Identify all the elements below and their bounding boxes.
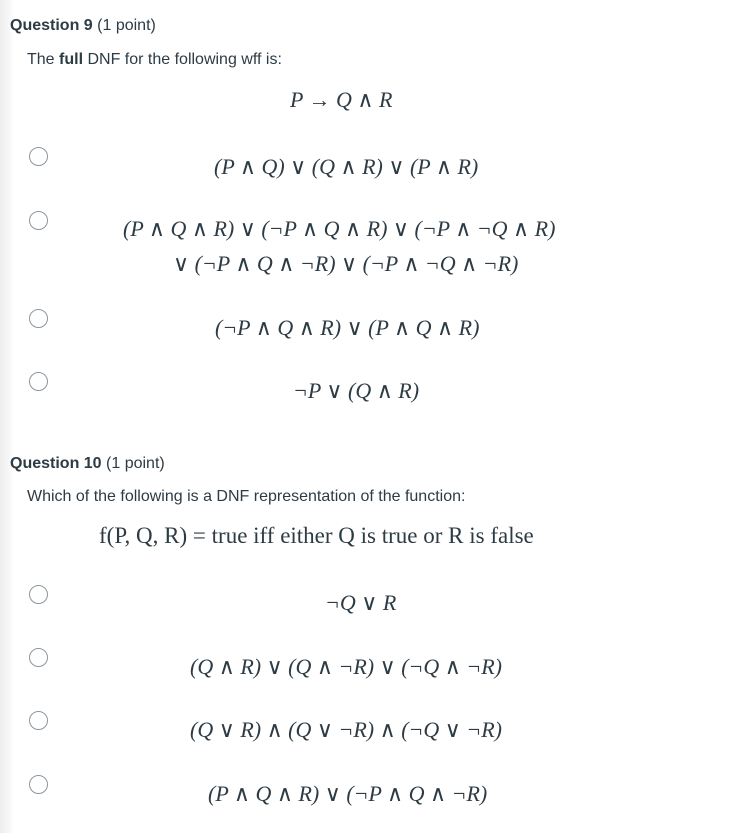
question-9-prompt-pre: The [27,51,60,68]
q9-option-a-line1: (P ∧ Q) ∨ (Q ∧ R) ∨ (P ∧ R) [214,154,479,179]
question-9-formula [290,87,392,113]
q9-option-d-line1: ¬P ∨ (Q ∧ R) [293,378,420,403]
question-10-header [10,455,165,473]
q10-option-d-radio[interactable] [29,775,48,794]
left-edge-shade [0,0,14,833]
question-9-points: (1 point) [97,17,156,34]
question-9-title: Question 9 [10,17,93,34]
q10-option-d-line1: (P ∧ Q ∧ R) ∨ (¬P ∧ Q ∧ ¬R) [208,781,488,806]
question-9-prompt-bold: full [59,51,84,68]
question-9-prompt [27,51,282,69]
question-10-prompt: Which of the following is a DNF representation of the function: [27,488,466,505]
question-9-prompt-post: DNF for the following wff is: [83,51,282,68]
q10-option-a-text [325,590,396,616]
q10-option-b-line1: (Q ∧ R) ∨ (Q ∧ ¬R) ∨ (¬Q ∧ ¬R) [190,654,502,679]
q9-option-b-line2: ∨ (¬P ∧ Q ∧ ¬R) ∨ (¬P ∧ ¬Q ∧ ¬R) [173,251,519,276]
q9-option-a-text [214,154,478,180]
question-10-formula [99,523,534,549]
q10-option-b-text [190,654,502,680]
question-9-header [10,17,156,35]
q9-option-b-text-line2 [173,251,518,277]
q9-option-b-line1: (P ∧ Q ∧ R) ∨ (¬P ∧ Q ∧ R) ∨ (¬P ∧ ¬Q ∧ R) [123,216,556,241]
q10-option-a-line1: ¬Q ∨ R [325,590,397,615]
question-9-formula-text: P → Q ∧ R [290,87,393,112]
q9-option-b-radio[interactable] [29,211,48,230]
q9-option-b-text-line1 [123,216,555,242]
q10-option-d-text [208,781,487,807]
question-10-title: Question 10 [10,455,102,472]
q9-option-c-text [215,315,479,341]
q9-option-c-line1: (¬P ∧ Q ∧ R) ∨ (P ∧ Q ∧ R) [215,315,480,340]
q10-option-a-radio[interactable] [29,585,48,604]
q10-option-c-text [190,717,502,743]
q9-option-c-radio[interactable] [29,309,48,328]
q10-option-b-radio[interactable] [29,648,48,667]
q10-option-c-radio[interactable] [29,711,48,730]
q9-option-a-radio[interactable] [29,147,48,166]
q10-option-c-line1: (Q ∨ R) ∧ (Q ∨ ¬R) ∧ (¬Q ∨ ¬R) [190,717,502,742]
q9-option-d-text [293,378,419,404]
question-10-points: (1 point) [106,455,165,472]
question-10-formula-text: f(P, Q, R) = true iff either Q is true or R is false [99,523,534,548]
q9-option-d-radio[interactable] [29,372,48,391]
